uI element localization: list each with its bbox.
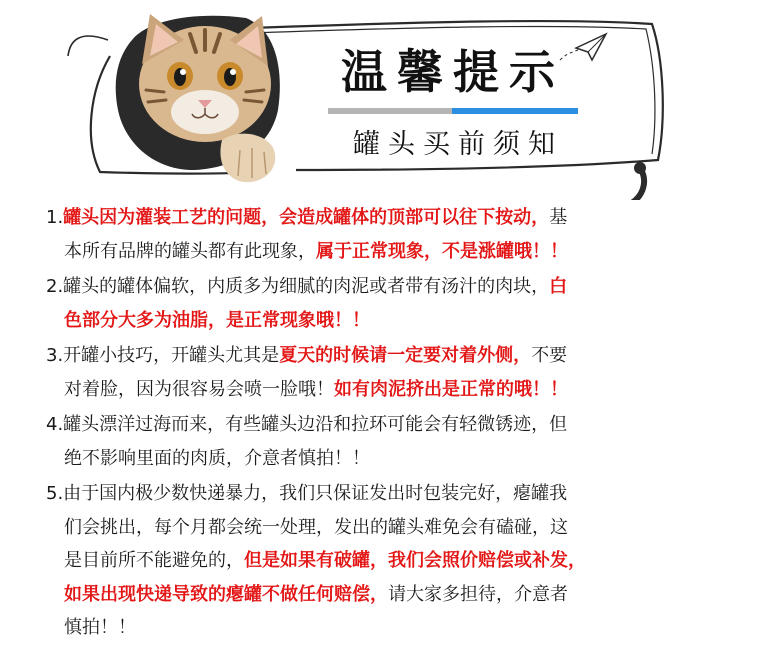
tip-text: 1. <box>46 207 64 228</box>
tip-text: 本所有品牌的罐头都有此现象， <box>64 240 316 262</box>
tip-text: 5.由于国内极少数快递暴力，我们只保证发出时包装完好，瘪罐我 <box>46 483 568 504</box>
tip-text-highlight: 白 <box>549 276 568 297</box>
tip-text: 们会挑出，每个月都会统一处理，发出的罐头难免会有磕碰，这 <box>64 516 568 538</box>
tip-text-highlight: 色部分大多为油脂，是正常现象哦！！ <box>64 309 370 331</box>
header-banner <box>0 0 758 200</box>
page-title: 温馨提示 <box>341 45 565 99</box>
tip-text-highlight: 罐头因为灌装工艺的问题，会造成罐体的顶部可以往下按动， <box>63 207 550 228</box>
tip-text: 基 <box>549 207 568 228</box>
page-subtitle: 罐头买前须知 <box>353 129 563 160</box>
tip-text: 请大家多担待，介意者 <box>388 583 568 605</box>
tip-line <box>46 511 736 545</box>
tip-text-highlight: 但是如果有破罐，我们会照价赔偿或补发， <box>244 550 586 571</box>
tip-text-highlight: 如有肉泥挤出是正常的哦！！ <box>334 378 568 400</box>
tip-line <box>46 304 736 338</box>
tip-text: 对着脸，因为很容易会喷一脸哦！ <box>64 378 334 400</box>
tip-line <box>46 408 736 442</box>
tip-text-highlight: 夏天的时候请一定要对着外侧， <box>279 345 532 366</box>
tip-line <box>46 270 736 304</box>
tip-item <box>46 339 736 406</box>
tip-text-highlight: 如果出现快递导致的瘪罐不做任何赔偿， <box>64 583 388 605</box>
tip-line <box>46 339 736 373</box>
cat-peeking-icon <box>116 14 280 182</box>
tip-item <box>46 477 736 645</box>
tip-text: 慎拍！！ <box>64 617 136 638</box>
tip-item <box>46 408 736 475</box>
tip-text: 4.罐头漂洋过海而来，有些罐头边沿和拉环可能会有轻微锈迹，但 <box>46 414 568 435</box>
tip-line <box>46 611 736 645</box>
tip-line <box>46 235 736 269</box>
tips-list <box>46 201 736 647</box>
tip-text: 是目前所不能避免的， <box>64 550 244 571</box>
tip-item <box>46 270 736 337</box>
tip-item <box>46 201 736 268</box>
tip-line <box>46 201 736 235</box>
tip-line <box>46 578 736 612</box>
tip-line <box>46 373 736 407</box>
tip-text: 绝不影响里面的肉质，介意者慎拍！！ <box>64 447 370 469</box>
tip-line <box>46 544 736 578</box>
tip-text: 2.罐头的罐体偏软，内质多为细腻的肉泥或者带有汤汁的肉块， <box>46 276 550 297</box>
tip-text: 不要 <box>531 345 568 366</box>
tip-text: 3.开罐小技巧，开罐头尤其是 <box>46 345 280 366</box>
tip-text-highlight: 属于正常现象，不是涨罐哦！！ <box>316 240 568 262</box>
tip-line <box>46 442 736 476</box>
tip-line <box>46 477 736 511</box>
